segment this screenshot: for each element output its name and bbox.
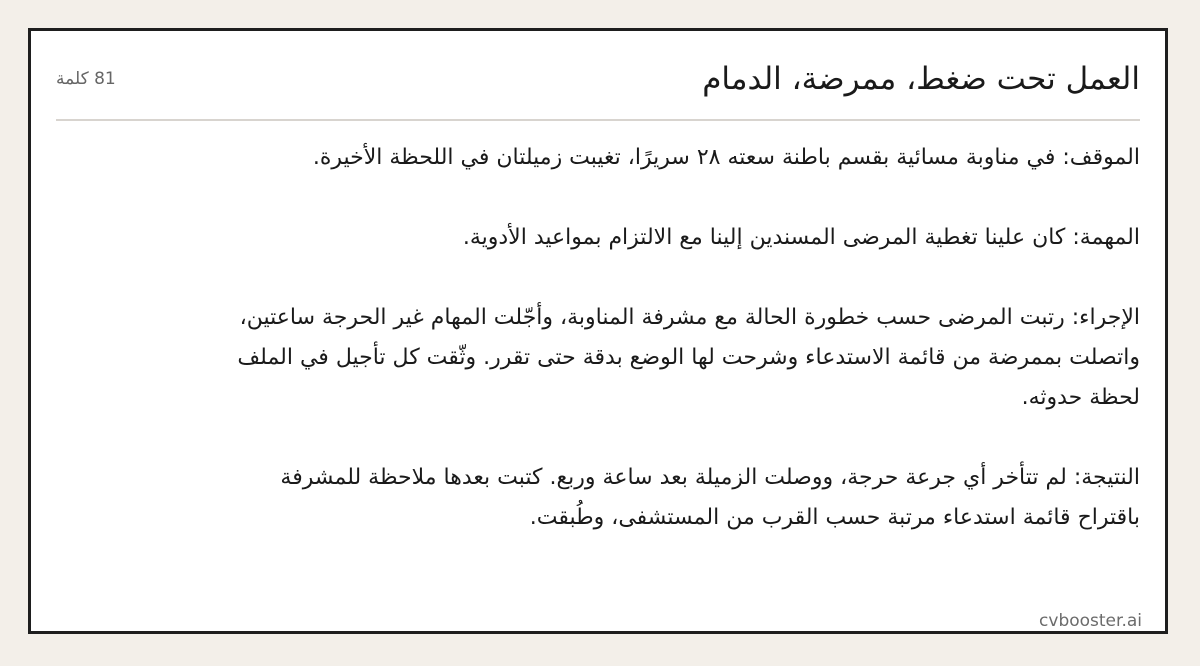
page-title: العمل تحت ضغط، ممرضة، الدمام [702, 61, 1140, 97]
word-count-badge: 81 كلمة [56, 69, 116, 89]
paragraph-action: الإجراء: رتبت المرضى حسب خطورة الحالة مع مشرفة المناوبة، وأجّلت المهام غير الحرجة ساعتين، واتصلت بممرضة من قائمة الاستدعاء وشرحت لها الوضع بدقة حتى تقرر. وثّقت كل تأجيل في الملف لحظة حدوثه. [237, 305, 1140, 410]
answer-body [220, 138, 1140, 538]
paragraph-situation: الموقف: في مناوبة مسائية بقسم باطنة سعته ٢٨ سريرًا، تغيبت زميلتان في اللحظة الأخيرة. [312, 145, 1140, 170]
brand-footer: cvbooster.ai [1039, 611, 1142, 631]
answer-card [28, 28, 1168, 634]
card-header [56, 31, 1140, 121]
paragraph-result: النتيجة: لم تتأخر أي جرعة حرجة، ووصلت الزميلة بعد ساعة وربع. كتبت بعدها ملاحظة للمشرفة باقتراح قائمة استدعاء مرتبة حسب القرب من المستشفى، وطُبقت. [280, 465, 1140, 530]
paragraph-task: المهمة: كان علينا تغطية المرضى المسندين إلينا مع الالتزام بمواعيد الأدوية. [462, 225, 1140, 250]
